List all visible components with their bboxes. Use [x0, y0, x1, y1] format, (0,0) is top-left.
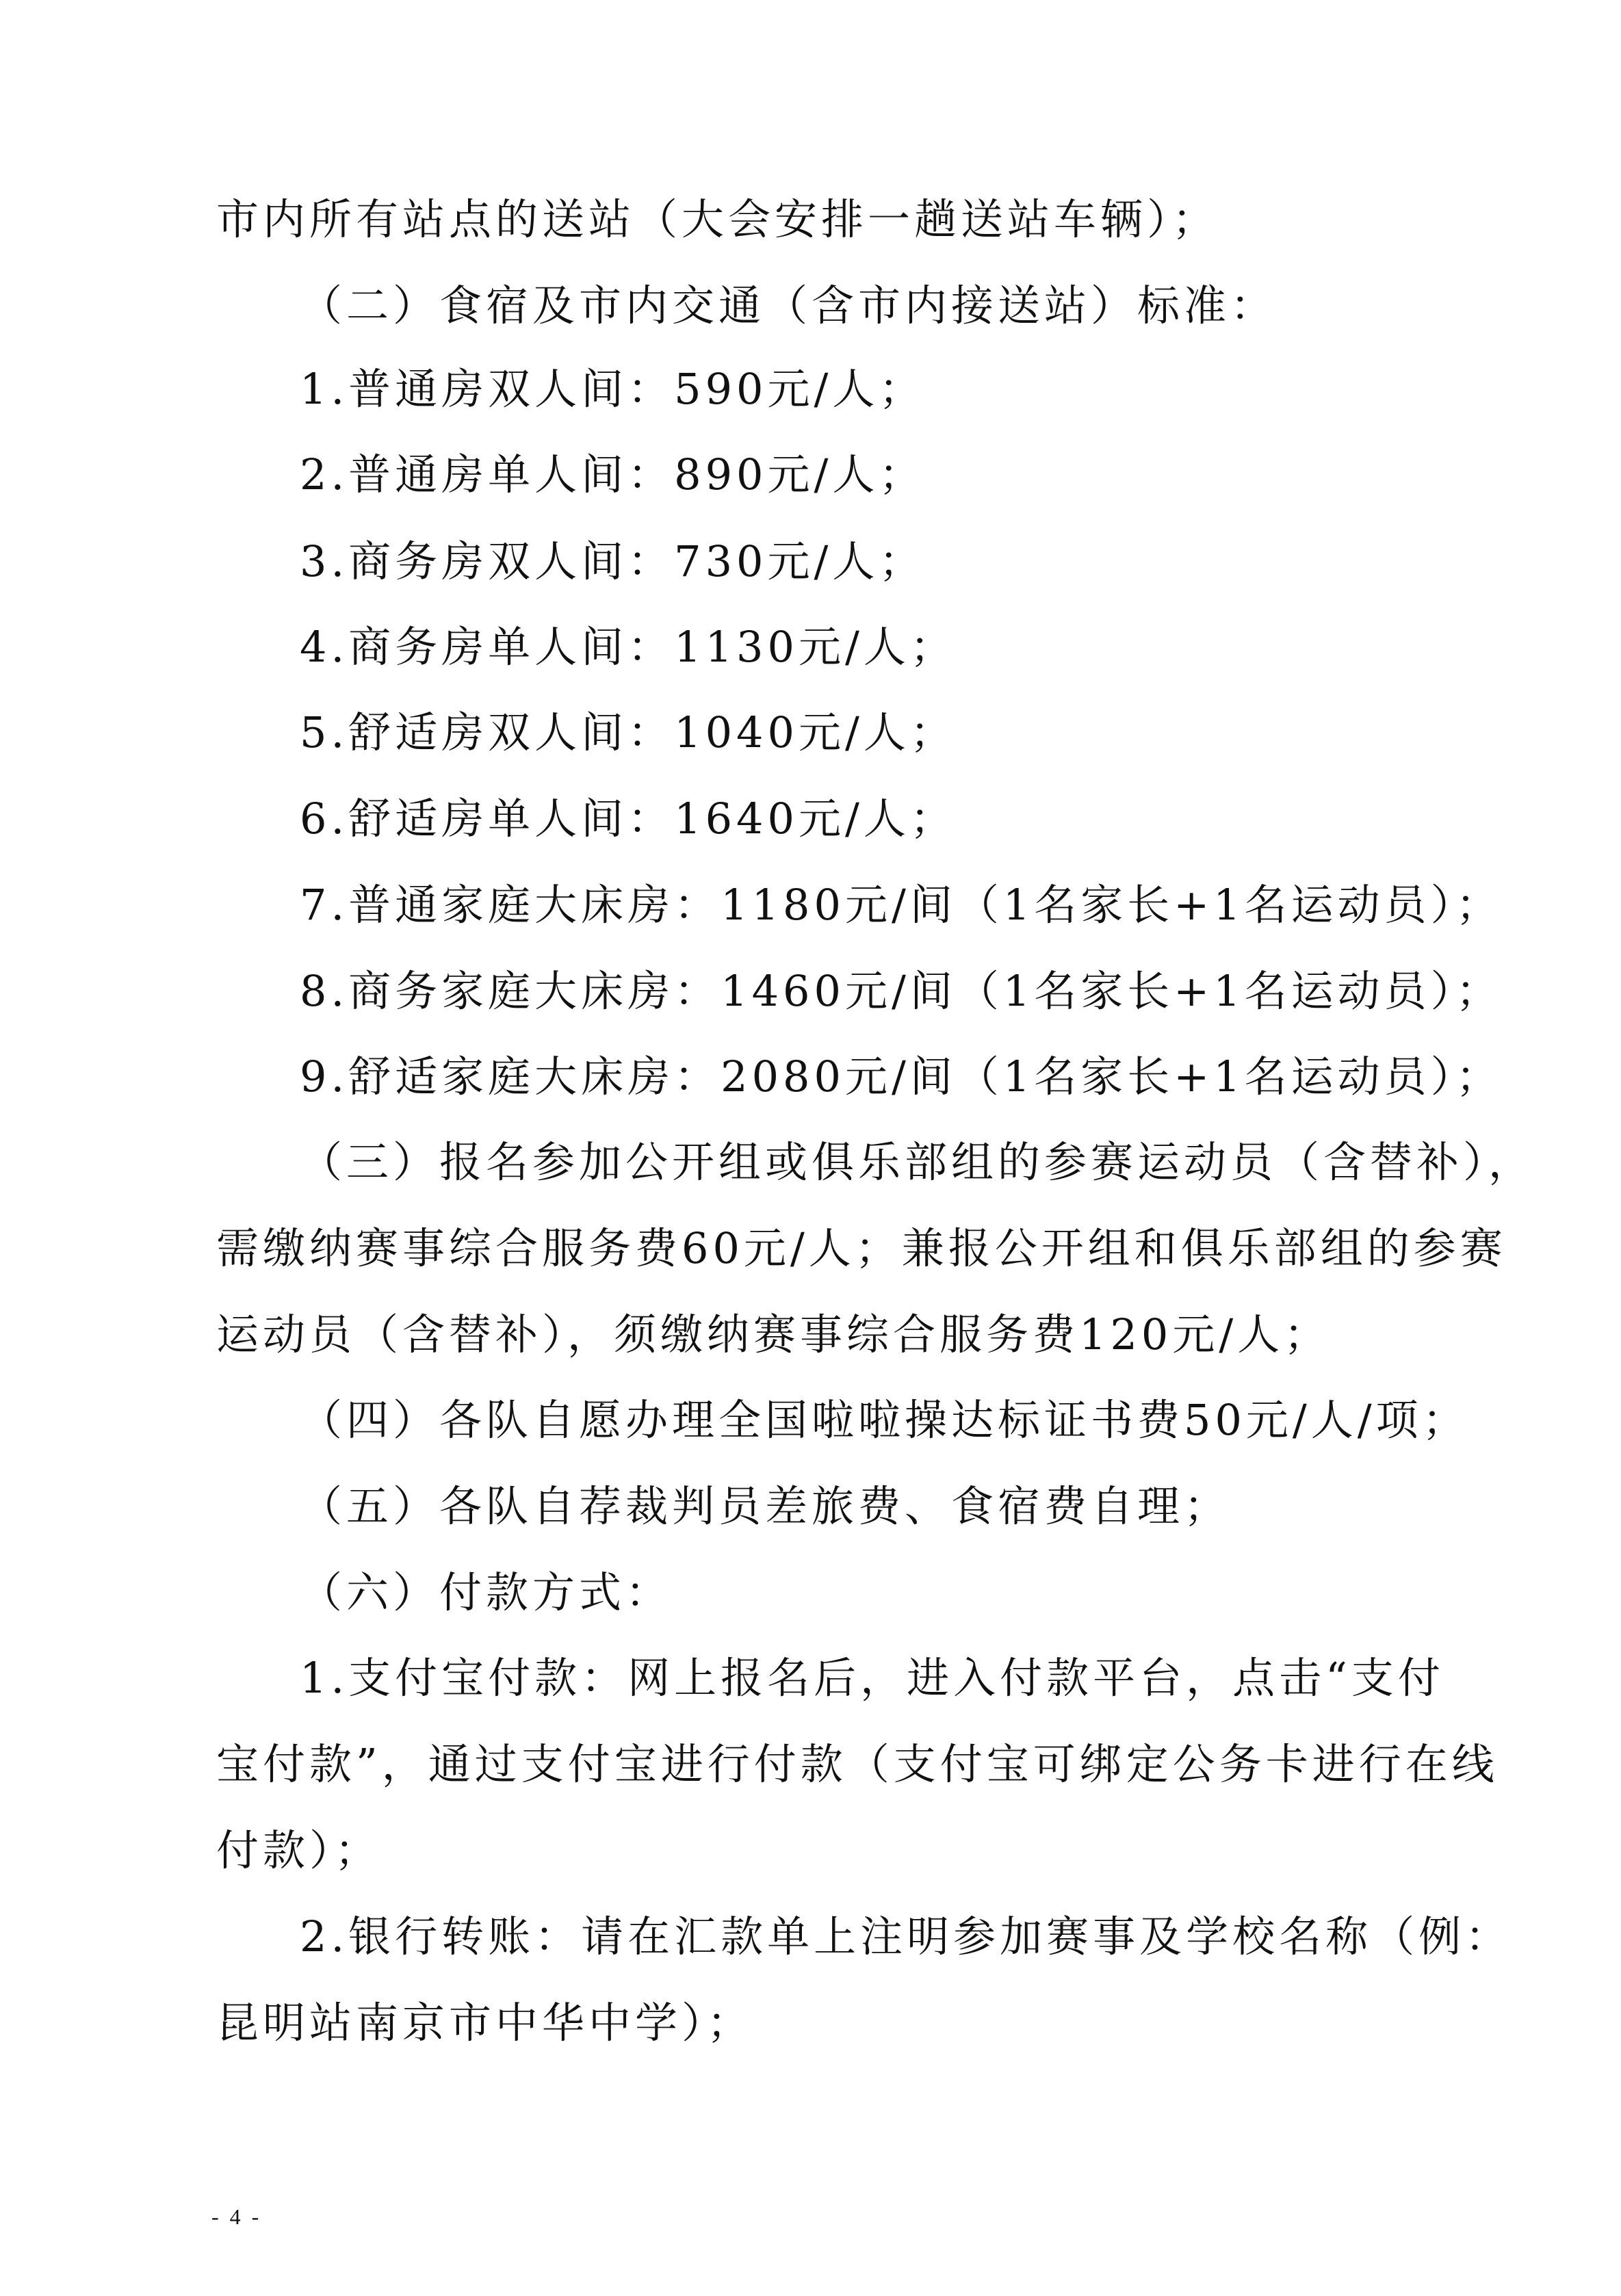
rate-item: 6.舒适房单人间：1640元/人； — [300, 794, 957, 844]
rate-item: 3.商务房双人间：730元/人； — [300, 536, 926, 586]
text-line: 付款）； — [216, 1825, 382, 1875]
rate-item: 1.普通房双人间：590元/人； — [300, 364, 926, 414]
section-heading-certificate-fee: （四）各队自愿办理全国啦啦操达标证书费50元/人/项； — [300, 1395, 1469, 1445]
rate-item: 4.商务房单人间：1130元/人； — [300, 622, 957, 672]
payment-item-alipay: 1.支付宝付款：网上报名后，进入付款平台，点击“支付 — [300, 1653, 1444, 1703]
section-heading-payment-method: （六）付款方式： — [300, 1567, 673, 1617]
rate-item: 2.普通房单人间：890元/人； — [300, 449, 926, 499]
section-heading-referee-expenses: （五）各队自荐裁判员差旅费、食宿费自理； — [300, 1481, 1231, 1531]
page-number: - 4 - — [211, 2204, 262, 2229]
text-line: 运动员（含替补），须缴纳赛事综合服务费120元/人； — [216, 1309, 1331, 1359]
rate-item: 7.普通家庭大床房：1180元/间（1名家长+1名运动员）； — [300, 880, 1503, 930]
section-heading-food-lodging: （二）食宿及市内交通（含市内接送站）标准： — [300, 281, 1278, 330]
rate-item: 9.舒适家庭大床房：2080元/间（1名家长+1名运动员）； — [300, 1052, 1503, 1101]
text-line: 需缴纳赛事综合服务费60元/人；兼报公开组和俱乐部组的参赛 — [216, 1223, 1507, 1273]
payment-item-bank-transfer: 2.银行转账：请在汇款单上注明参加赛事及学校名称（例： — [300, 1912, 1512, 1961]
section-heading-service-fee: （三）报名参加公开组或俱乐部组的参赛运动员（含替补）， — [300, 1137, 1535, 1187]
text-line: 昆明站南京市中华中学）； — [216, 1998, 754, 2048]
text-line: 宝付款”，通过支付宝进行付款（支付宝可绑定公务卡进行在线 — [216, 1739, 1499, 1789]
rate-item: 8.商务家庭大床房：1460元/间（1名家长+1名运动员）； — [300, 966, 1503, 1016]
text-line: 市内所有站点的送站（大会安排一趟送站车辆）； — [216, 194, 1219, 244]
rate-item: 5.舒适房双人间：1040元/人； — [300, 707, 957, 757]
